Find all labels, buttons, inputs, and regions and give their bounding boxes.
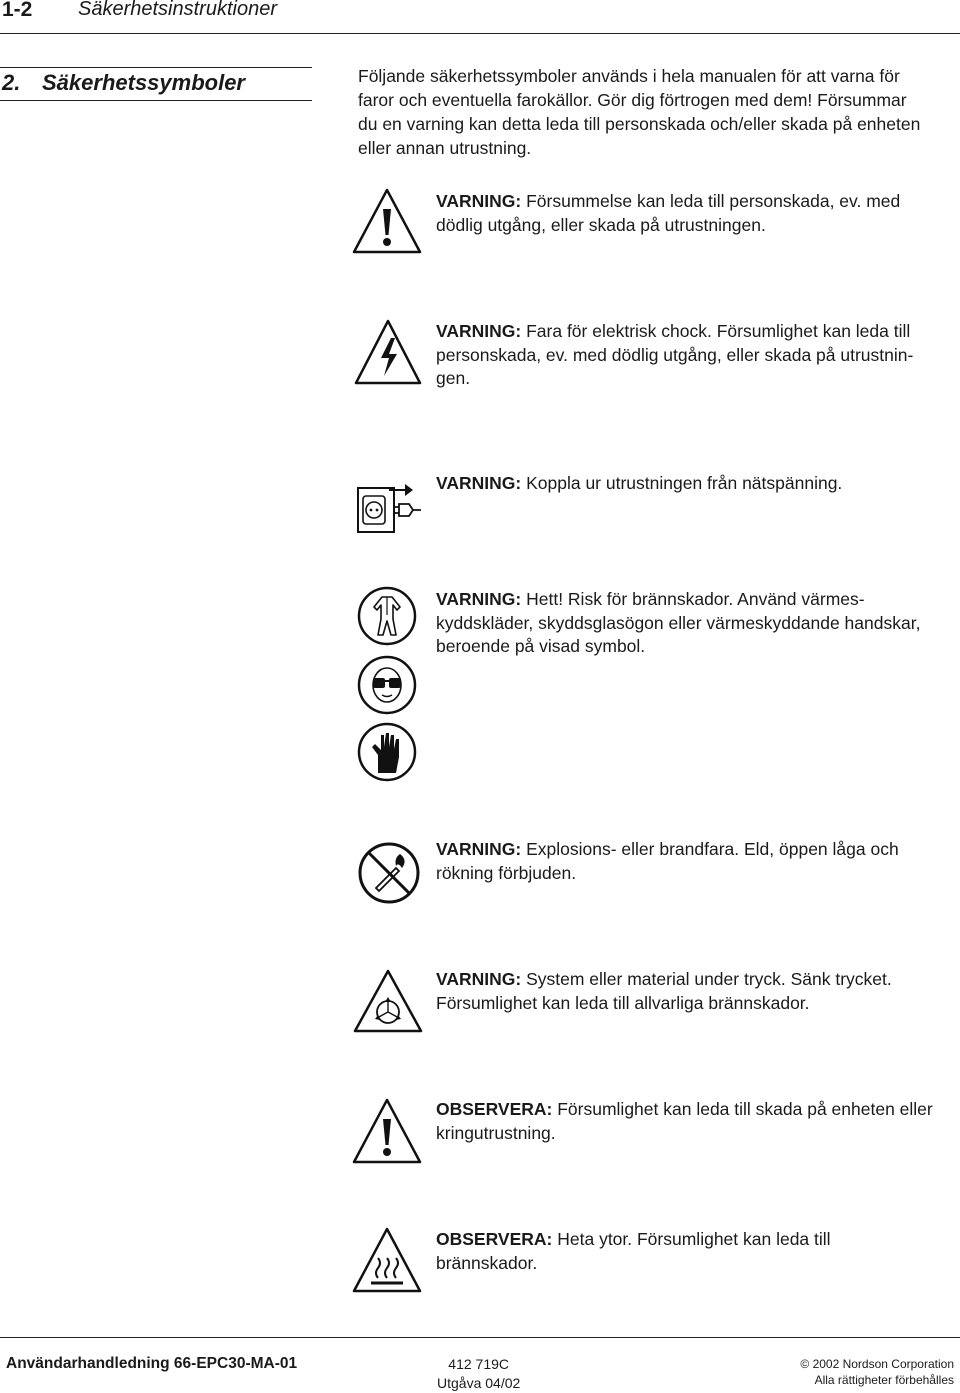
protective-clothing-icon xyxy=(356,585,418,647)
warning-text: Fara för elektrisk chock. Försumlighet kan leda till personskada, ev. med dödlig utgång, eller skada på utrustnin-gen. xyxy=(436,321,914,388)
page-header-title: Säkerhetsinstruktioner xyxy=(78,0,277,20)
pressure-hazard-icon xyxy=(352,968,424,1034)
footer-copyright-block xyxy=(800,1356,954,1388)
footer-part-info xyxy=(437,1355,520,1393)
section-rule-top xyxy=(0,67,312,68)
section-rule-bottom xyxy=(0,100,312,101)
page-number: 1-2 xyxy=(2,0,33,21)
disconnect-power-icon xyxy=(355,478,423,536)
header-rule xyxy=(0,33,960,34)
warning-text: Försummelse kan leda till personskada, ev. med dödlig utgång, eller skada på utrustningen. xyxy=(436,191,901,235)
caution-text: Heta ytor. Försumlighet kan leda till brännskador. xyxy=(436,1229,831,1273)
warning-label: VARNING: xyxy=(436,321,522,341)
footer-edition: Utgåva 04/02 xyxy=(437,1375,521,1391)
warning-disconnect xyxy=(436,472,936,496)
intro-paragraph: Följande säkerhetssymboler används i hela manualen för att varna för faror och eventuella farokällor. Gör dig förtrogen med dem! Försummar du en varning kan detta leda till personskada och/eller skada på enheten eller annan utrustning. xyxy=(358,66,921,158)
exclamation-triangle-icon xyxy=(351,1097,423,1165)
caution-hot-surface xyxy=(436,1228,936,1275)
no-open-flame-icon xyxy=(356,840,422,906)
electric-shock-triangle-icon xyxy=(353,318,423,386)
caution-label: OBSERVERA: xyxy=(436,1099,553,1119)
warning-label: VARNING: xyxy=(436,473,522,493)
warning-label: VARNING: xyxy=(436,589,522,609)
footer-manual-title: Användarhandledning 66-EPC30-MA-01 xyxy=(6,1355,298,1372)
footer-part-number: 412 719C xyxy=(448,1356,509,1372)
warning-text: System eller material under tryck. Sänk trycket. Försumlighet kan leda till allvarliga brännskador. xyxy=(436,969,892,1013)
warning-label: VARNING: xyxy=(436,969,522,989)
footer-copyright: © 2002 Nordson Corporation xyxy=(800,1357,954,1371)
warning-text: Explosions- eller brandfara. Eld, öppen låga och rökning förbjuden. xyxy=(436,839,899,883)
exclamation-triangle-icon xyxy=(351,187,423,255)
section-number: 2. xyxy=(2,70,21,95)
section-title: Säkerhetssymboler xyxy=(42,70,245,95)
hot-surface-icon xyxy=(351,1226,423,1294)
caution-text: Försumlighet kan leda till skada på enheten eller kringutrustning. xyxy=(436,1099,933,1143)
caution-label: OBSERVERA: xyxy=(436,1229,553,1249)
warning-text: Koppla ur utrustningen från nätspänning. xyxy=(521,473,843,493)
warning-pressure xyxy=(436,968,936,1015)
caution-equipment xyxy=(436,1098,936,1145)
warning-label: VARNING: xyxy=(436,191,522,211)
heat-gloves-icon xyxy=(356,721,418,783)
warning-general xyxy=(436,190,936,237)
warning-label: VARNING: xyxy=(436,839,522,859)
warning-text: Hett! Risk för brännskador. Använd värmes-kyddskläder, skyddsglasögon eller värmeskyddande handskar, beroende på visad symbol. xyxy=(436,589,921,656)
warning-electric xyxy=(436,320,936,391)
warning-hot xyxy=(436,588,936,659)
warning-fire xyxy=(436,838,936,885)
footer-rule xyxy=(0,1337,960,1338)
footer-rights: Alla rättigheter förbehålles xyxy=(814,1373,954,1387)
safety-goggles-icon xyxy=(356,654,418,716)
